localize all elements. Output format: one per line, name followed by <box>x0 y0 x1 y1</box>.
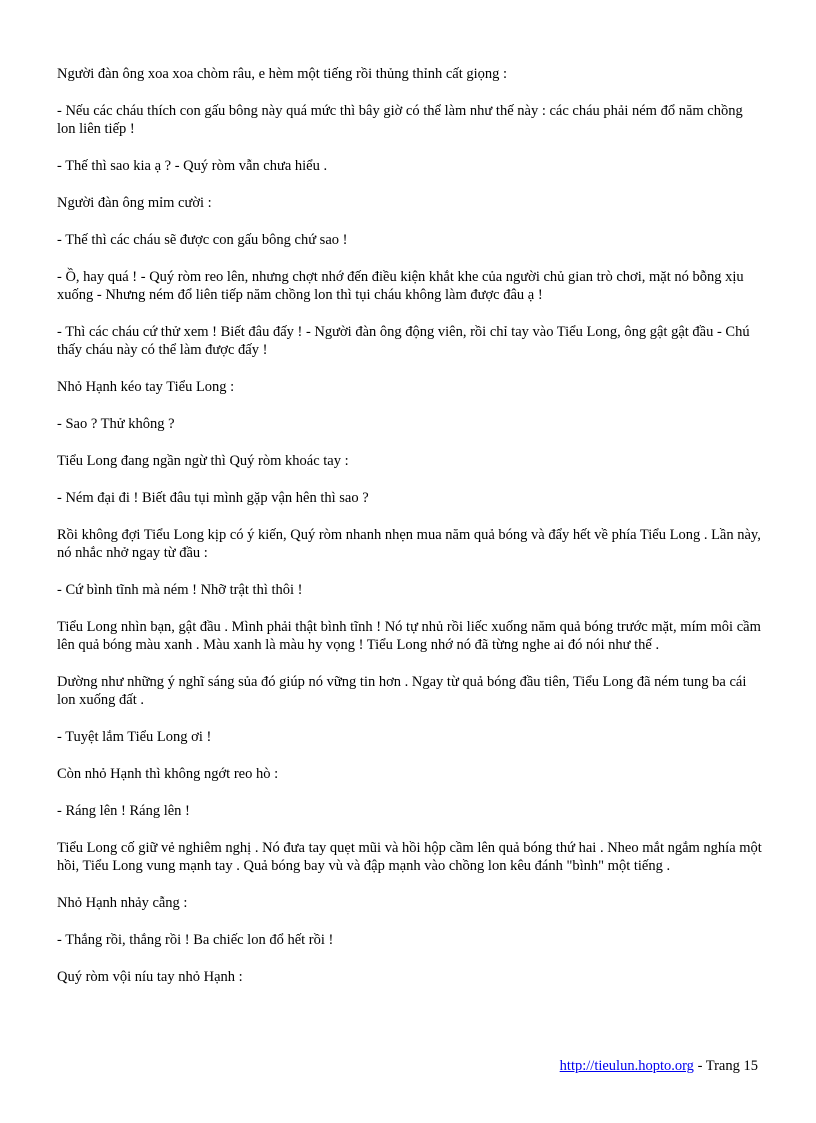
paragraph-15: Dường như những ý nghĩ sáng sủa đó giúp nó vững tin hơn . Ngay từ quả bóng đầu tiên, Tiểu Long đã ném tung ba cái lon xuống đất . <box>57 674 747 708</box>
paragraph-21: - Thắng rồi, thắng rồi ! Ba chiếc lon đổ hết rồi ! <box>57 932 334 948</box>
paragraph-11: - Ném đại đi ! Biết đâu tụi mình gặp vận hên thì sao ? <box>57 490 369 506</box>
paragraph-4: Người đàn ông mỉm cười : <box>57 195 212 211</box>
paragraph-1: Người đàn ông xoa xoa chòm râu, e hèm một tiếng rồi thủng thỉnh cất giọng : <box>57 66 508 82</box>
paragraph-7: - Thì các cháu cứ thử xem ! Biết đâu đấy ! - Người đàn ông động viên, rồi chỉ tay vào Tiểu Long, ông gật gật đầu - Chú thấy cháu này có thể làm được đấy ! <box>57 324 750 358</box>
paragraph-19: Tiểu Long cố giữ vẻ nghiêm nghị . Nó đưa tay quẹt mũi và hồi hộp cầm lên quả bóng thứ hai . Nheo mắt ngắm nghía một hồi, Tiểu Long vung mạnh tay . Quả bóng bay vù và đập mạnh vào chồng lon kêu đánh "bình" một tiếng . <box>57 840 762 874</box>
paragraph-13: - Cứ bình tĩnh mà ném ! Nhỡ trật thì thôi ! <box>57 582 303 598</box>
paragraph-17: Còn nhỏ Hạnh thì không ngớt reo hò : <box>57 766 279 782</box>
paragraph-2: - Nếu các cháu thích con gấu bông này quá mức thì bây giờ có thể làm như thế này : các cháu phải ném đổ năm chồng lon liên tiếp ! <box>57 103 743 137</box>
paragraph-6: - Ồ, hay quá ! - Quý ròm reo lên, nhưng chợt nhớ đến điều kiện khắt khe của người chủ gian trò chơi, mặt nó bỗng xịu xuống - Nhưng ném đổ liên tiếp năm chồng lon thì tụi cháu không làm được đâu ạ ! <box>57 269 744 303</box>
page-content <box>57 65 762 1005</box>
paragraph-22: Quý ròm vội níu tay nhỏ Hạnh : <box>57 969 243 985</box>
paragraph-12: Rồi không đợi Tiểu Long kịp có ý kiến, Quý ròm nhanh nhẹn mua năm quả bóng và đẩy hết về phía Tiểu Long . Lần này, nó nhắc nhở ngay từ đầu : <box>57 527 761 561</box>
paragraph-16: - Tuyệt lắm Tiểu Long ơi ! <box>57 729 212 745</box>
paragraph-8: Nhỏ Hạnh kéo tay Tiểu Long : <box>57 379 235 395</box>
paragraph-14: Tiểu Long nhìn bạn, gật đầu . Mình phải thật bình tĩnh ! Nó tự nhủ rồi liếc xuống năm quả bóng trước mặt, mím môi cầm lên quả bóng màu xanh . Màu xanh là màu hy vọng ! Tiểu Long nhớ nó đã từng nghe ai đó nói như thế . <box>57 619 761 653</box>
footer-link[interactable]: http://tieulun.hopto.org <box>559 1058 694 1074</box>
footer-page-number: - Trang 15 <box>693 1058 758 1074</box>
paragraph-20: Nhỏ Hạnh nhảy cẫng : <box>57 895 188 911</box>
paragraph-5: - Thế thì các cháu sẽ được con gấu bông chứ sao ! <box>57 232 348 248</box>
page-footer <box>560 1057 758 1075</box>
paragraph-3: - Thế thì sao kia ạ ? - Quý ròm vẫn chưa hiểu . <box>57 158 328 174</box>
paragraph-18: - Ráng lên ! Ráng lên ! <box>57 803 190 819</box>
paragraph-10: Tiểu Long đang ngần ngừ thì Quý ròm khoác tay : <box>57 453 349 469</box>
paragraph-9: - Sao ? Thử không ? <box>57 416 175 432</box>
